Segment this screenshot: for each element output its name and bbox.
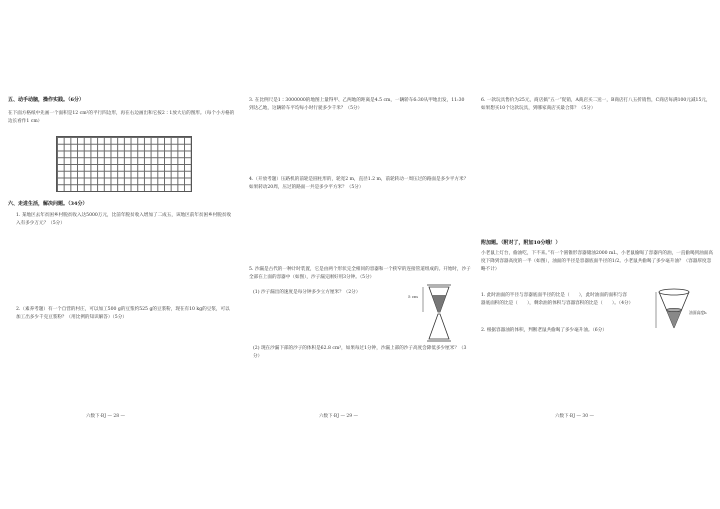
bonus-question-1: 1. 此时油面的半径与容器底面半径的比是（ ），此时油面的面积与容器底面积的比是（ ），剩余油的体积与容器容积的比是（ ）。（4分） <box>481 293 634 306</box>
page-left <box>0 0 243 509</box>
question-3: 3. 在比例尺是1∶3000000的地图上量得甲、乙两地的距离是4.5 cm，一辆轿车6:30从甲地出发，11:30到达乙地，这辆轿车平均每小时行驶多少千米？（5分） <box>249 98 465 111</box>
question-1: 1. 某地区去年贫困乡村脱贫收入达5000万元，比前年脱贫收入增加了二成五，该地区前年贫困乡村脱贫收入有多少万元？（5分） <box>16 213 232 226</box>
bonus-text: 小老鼠上灯台，偷油吃，下不来。”有一个圆锥形容器储油2000 mL，小老鼠偷喝了容器内的油，一直偷喝到油面高度下降到容器高度的一半（如图），油面的半径是容器底面半径的1/2。小老鼠共偷喝了多少毫升油？（容器厚度忽略不计） <box>481 251 713 272</box>
question-5: 5. 沙漏是古代的一种计时装置，它是由两个形状完全相同的容器和一个狭窄的连接管道组成的。开始时，沙子全部在上面的容器中（如图），沙子漏完刚好用3分钟。（5分） <box>249 267 471 280</box>
question-2: 2.（素养考题）有一个自营的村庄，可以加工500 g的豆浆约525 g的豆浆粉，现在有10 kg的豆浆，可以加工出多少千克豆浆粉？（用比例的知识解答）（5分） <box>16 307 230 320</box>
grid-paper <box>56 136 192 192</box>
page-right <box>475 0 720 509</box>
question-5-sub-1: (1) 沙子漏出的速度是每分钟多少立方厘米？（2分） <box>253 290 361 295</box>
page-footer-middle: 六数下·BJ — 29 — <box>319 414 359 419</box>
section-5-title: 五、动手动脑，操作实践。（6分） <box>8 97 84 103</box>
cone-label: 油面高度h <box>689 310 707 315</box>
page-footer-right: 六数下·BJ — 30 — <box>555 414 595 419</box>
hourglass-label: 5 cm <box>408 294 418 299</box>
question-4: 4.（开放考题）压路机的前轮是圆柱形的，轮宽2 m，直径1.2 m，前轮转动一周压过的路面是多少平方米？如果转动20周，压过的路面一共是多少平方米？（5分） <box>249 177 469 190</box>
question-6: 6. 一款玩具售价为25元，商店搞“五一”促销，A商店买二送一，B商店打八五折销售，C商店每满100元减15元，如果想买10个这款玩具，到哪家商店买最合算？（5分） <box>481 98 711 111</box>
question-5-sub-2: (2) 现在沙漏下部的沙子的体积是62.8 cm³，如果每过1分钟，沙漏上部的沙子高度会降低多少厘米？（3分） <box>253 346 467 359</box>
bonus-title: 附加题。（附对了，附加10分哦！） <box>481 240 561 246</box>
section-6-title: 六、走进生活，解决问题。（34分） <box>8 201 88 207</box>
page-middle <box>243 0 475 509</box>
page-footer-left: 六数下·BJ — 28 — <box>86 414 126 419</box>
bonus-question-2: 2. 根据容器油的体积，判断老鼠共偷喝了多少毫升油。（6分） <box>481 328 607 333</box>
section-5-text: 在下面方格纸中先画一个面积是12 cm²的平行四边形，再在右边画出和它按2∶1放大后的图形。（每个小方格的边长看作1 cm） <box>8 111 235 124</box>
hourglass-figure <box>413 283 463 343</box>
